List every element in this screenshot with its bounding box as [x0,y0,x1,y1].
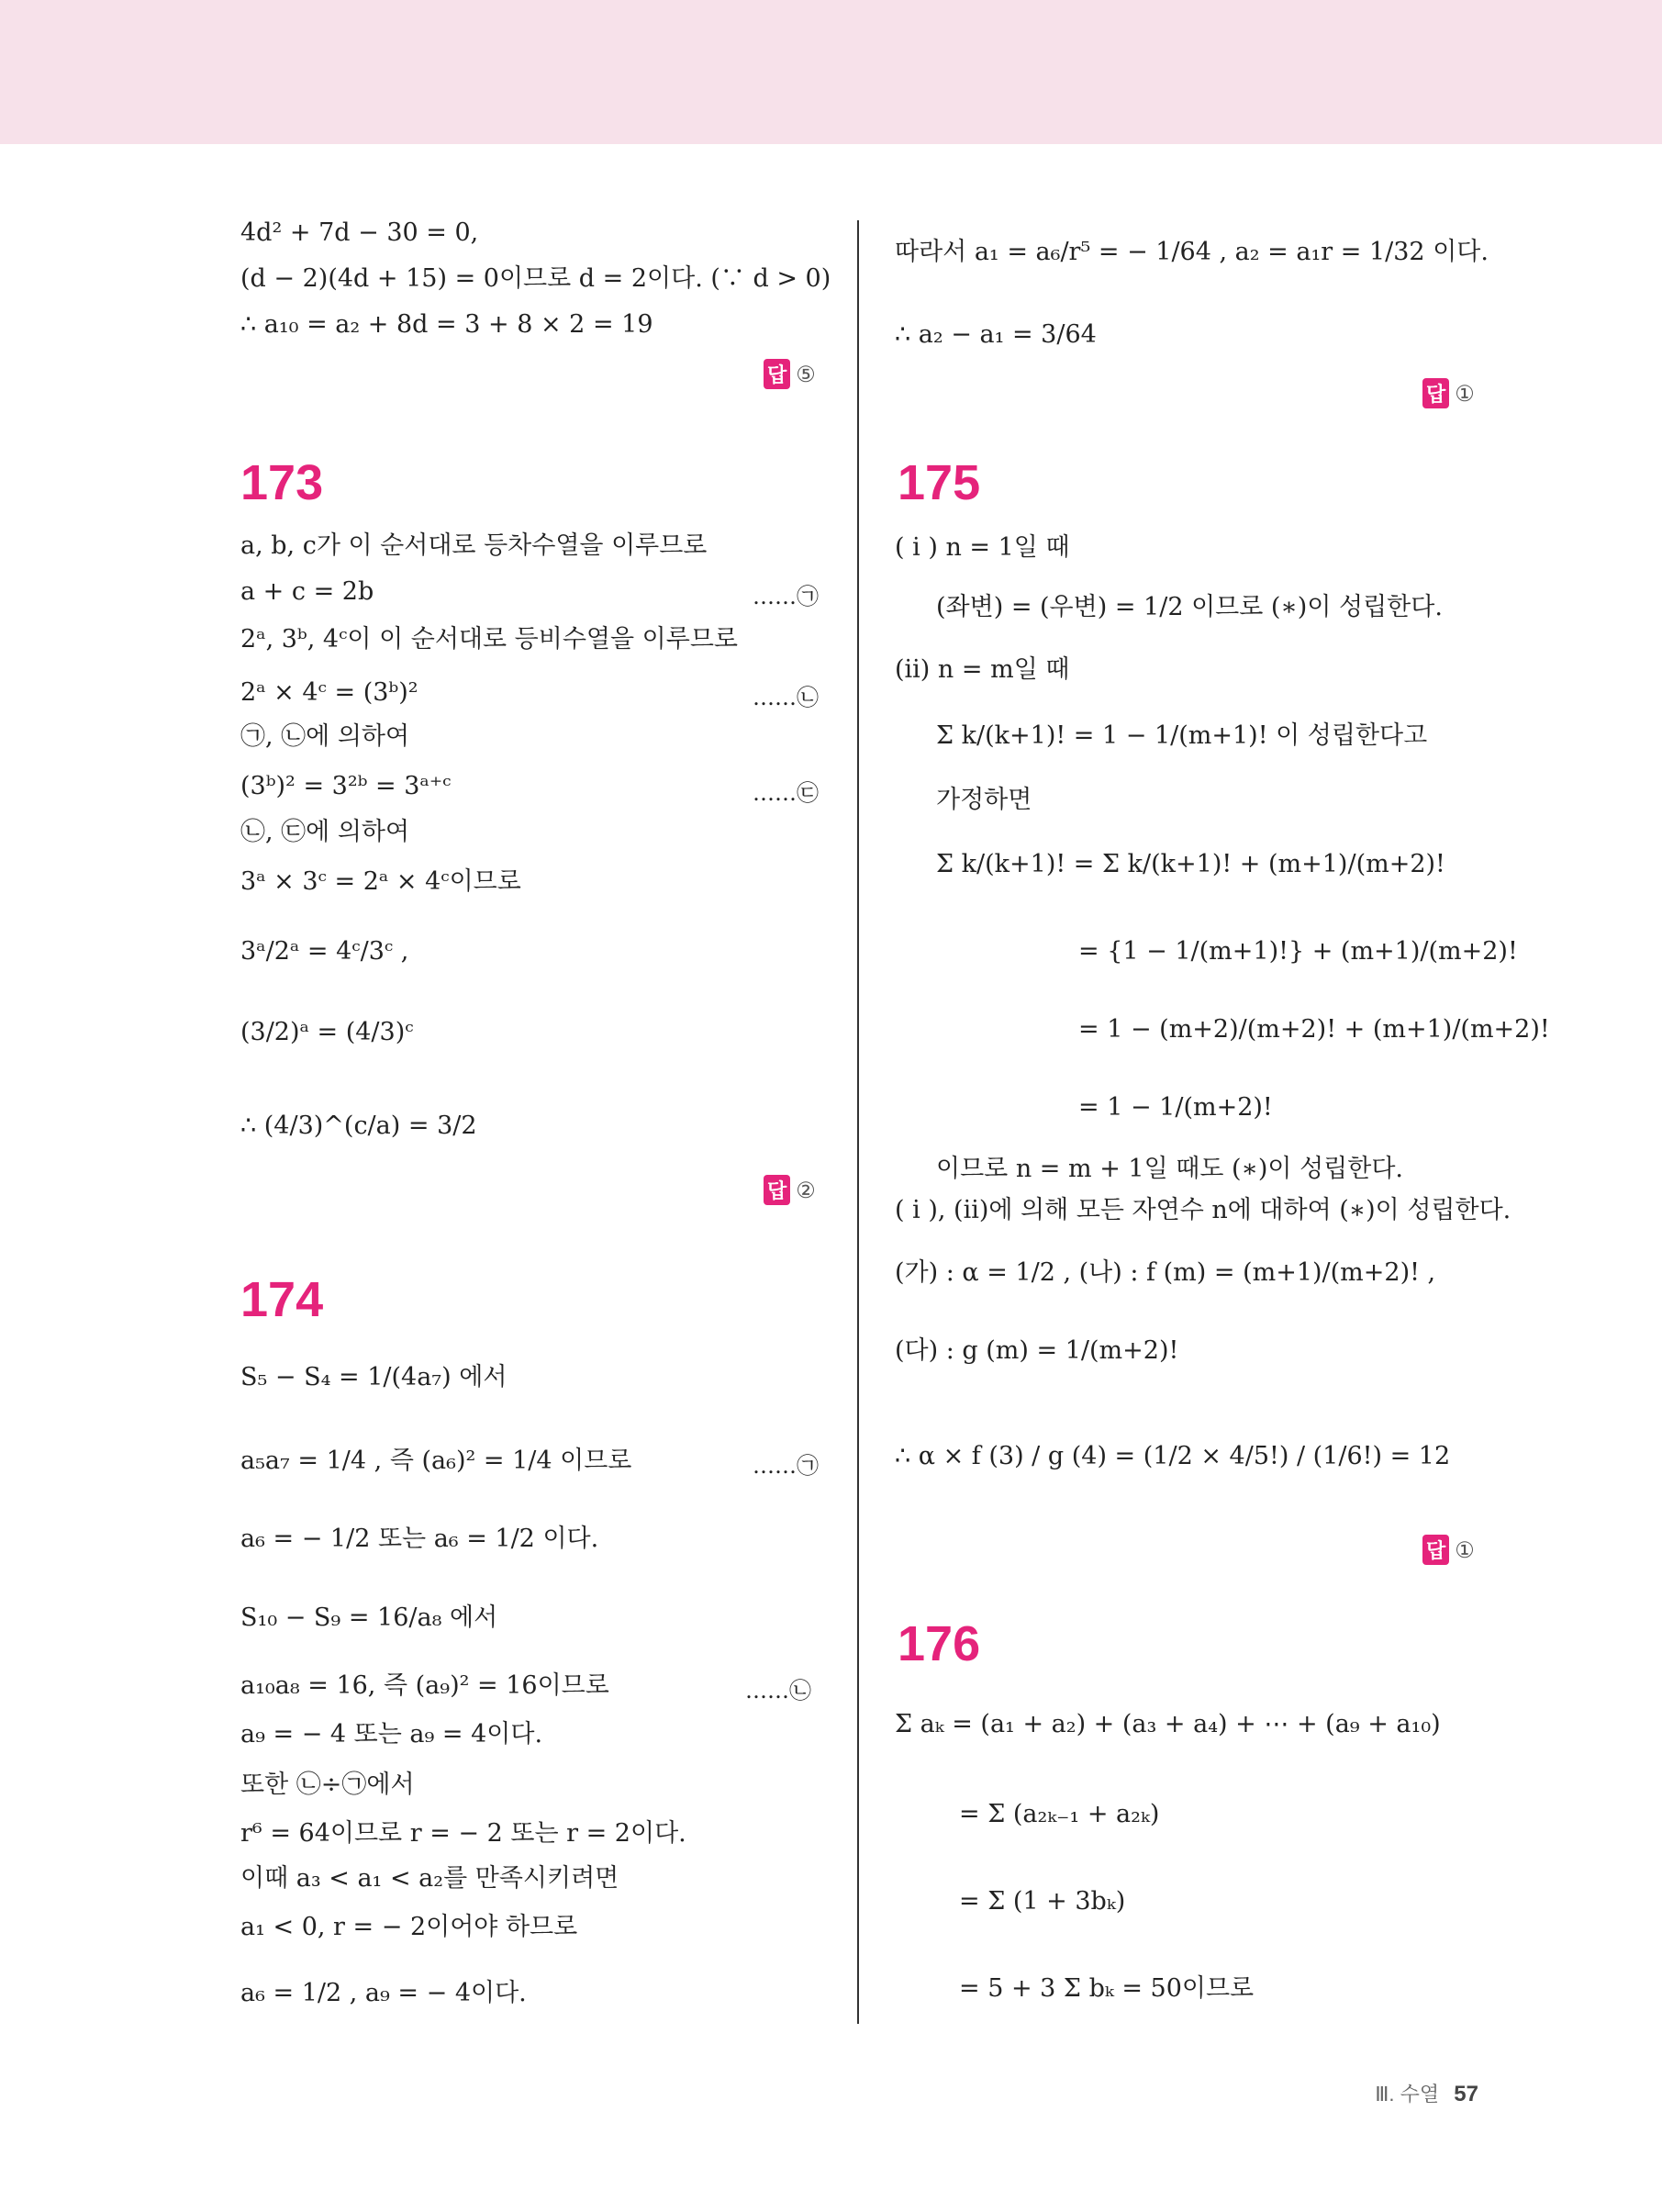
section-label: Ⅲ. 수열 [1375,2083,1440,2106]
answer-value: ① [1455,380,1475,407]
text-line: a₆ = 1/2 , a₉ = − 4이다. [240,1979,527,2007]
text-line: 이때 a₃ < a₁ < a₂를 만족시키려면 [240,1864,619,1893]
text-line: (3/2)ᵃ = (4/3)ᶜ [240,1018,414,1046]
text-line: = 1 − (m+2)/(m+2)! + (m+1)/(m+2)! [1078,1015,1550,1044]
text-line: (가) : α = 1/2 , (나) : f (m) = (m+1)/(m+2)! , [895,1258,1436,1287]
text-line: ∴ a₂ − a₁ = 3/64 [895,320,1097,349]
text-line: = 5 + 3 Σ bₖ = 50이므로 [959,1974,1255,2003]
text-line: a₁ < 0, r = − 2이어야 하므로 [240,1913,578,1941]
text-line: = Σ (a₂ₖ₋₁ + a₂ₖ) [959,1800,1160,1828]
answer-marker [1422,1535,1475,1565]
text-line: ㉠, ㉡에 의하여 [240,722,410,751]
problem-number: 174 [240,1272,324,1327]
page-number: 57 [1454,2082,1478,2106]
answer-badge: 답 [1422,1535,1449,1565]
text-line: 가정하면 [936,786,1032,814]
text-line: Σ aₖ = (a₁ + a₂) + (a₃ + a₄) + ⋯ + (a₉ + a₁₀) [895,1710,1441,1738]
answer-value: ⑤ [796,361,816,387]
answer-badge: 답 [764,359,790,389]
text-line: Σ k/(k+1)! = Σ k/(k+1)! + (m+1)/(m+2)! [936,850,1445,878]
text-line: 3ᵃ/2ᵃ = 4ᶜ/3ᶜ , [240,937,409,966]
text-line: a₅a₇ = 1/4 , 즉 (a₆)² = 1/4 이므로 [240,1447,632,1475]
text-line: r⁶ = 64이므로 r = − 2 또는 r = 2이다. [240,1819,686,1848]
text-line: 또한 ㉡÷㉠에서 [240,1771,415,1799]
text-line: 2ᵃ, 3ᵇ, 4ᶜ이 이 순서대로 등비수열을 이루므로 [240,625,738,654]
text-line: a + c = 2b [240,577,374,606]
text-line: (d − 2)(4d + 15) = 0이므로 d = 2이다. (∵ d > 0) [240,264,831,293]
text-line: (ii) n = m일 때 [895,655,1070,684]
equation-mark: ……㉠ [753,584,819,609]
text-line: = 1 − 1/(m+2)! [1078,1093,1273,1122]
answer-marker [764,359,816,389]
text-line: (3ᵇ)² = 3²ᵇ = 3ᵃ⁺ᶜ [240,772,452,800]
problem-number: 173 [240,455,324,510]
text-line: 3ᵃ × 3ᶜ = 2ᵃ × 4ᶜ이므로 [240,867,521,896]
text-line: = {1 − 1/(m+1)!} + (m+1)/(m+2)! [1078,937,1518,966]
column-divider [857,220,859,2024]
problem-number: 176 [898,1616,981,1671]
text-line: ∴ (4/3)^(c/a) = 3/2 [240,1112,477,1140]
text-line: a₁₀a₈ = 16, 즉 (a₉)² = 16이므로 [240,1671,609,1700]
text-line: ( i ) n = 1일 때 [895,533,1070,562]
header-band [0,0,1662,144]
text-line: S₁₀ − S₉ = 16/a₈ 에서 [240,1603,498,1632]
text-line: Σ k/(k+1)! = 1 − 1/(m+1)! 이 성립한다고 [936,721,1428,750]
text-line: 따라서 a₁ = a₆/r⁵ = − 1/64 , a₂ = a₁r = 1/32 이다. [895,238,1489,266]
page-footer [1375,2079,1478,2107]
text-line: 4d² + 7d − 30 = 0, [240,218,479,247]
answer-marker [764,1175,816,1205]
equation-mark: ……㉡ [745,1678,811,1704]
answer-value: ② [796,1177,816,1203]
text-line: ∴ a₁₀ = a₂ + 8d = 3 + 8 × 2 = 19 [240,310,653,339]
text-line: 2ᵃ × 4ᶜ = (3ᵇ)² [240,678,418,707]
text-line: a₆ = − 1/2 또는 a₆ = 1/2 이다. [240,1525,599,1553]
text-line: ( i ), (ii)에 의해 모든 자연수 n에 대하여 (∗)이 성립한다. [895,1196,1511,1224]
text-line: (좌변) = (우변) = 1/2 이므로 (∗)이 성립한다. [936,593,1443,621]
text-line: 이므로 n = m + 1일 때도 (∗)이 성립한다. [936,1155,1403,1183]
text-line: = Σ (1 + 3bₖ) [959,1887,1126,1916]
answer-value: ① [1455,1536,1475,1563]
problem-number: 175 [898,455,981,510]
text-line: ㉡, ㉢에 의하여 [240,818,410,846]
text-line: a, b, c가 이 순서대로 등차수열을 이루므로 [240,531,708,560]
answer-badge: 답 [1422,378,1449,408]
text-line: (다) : g (m) = 1/(m+2)! [895,1336,1179,1365]
answer-marker [1422,378,1475,408]
equation-mark: ……㉠ [753,1453,819,1479]
text-line: a₉ = − 4 또는 a₉ = 4이다. [240,1720,543,1748]
answer-badge: 답 [764,1175,790,1205]
text-line: S₅ − S₄ = 1/(4a₇) 에서 [240,1363,508,1391]
text-line: ∴ α × f (3) / g (4) = (1/2 × 4/5!) / (1/6!) = 12 [895,1442,1451,1470]
equation-mark: ……㉢ [753,780,819,806]
equation-mark: ……㉡ [753,685,819,710]
